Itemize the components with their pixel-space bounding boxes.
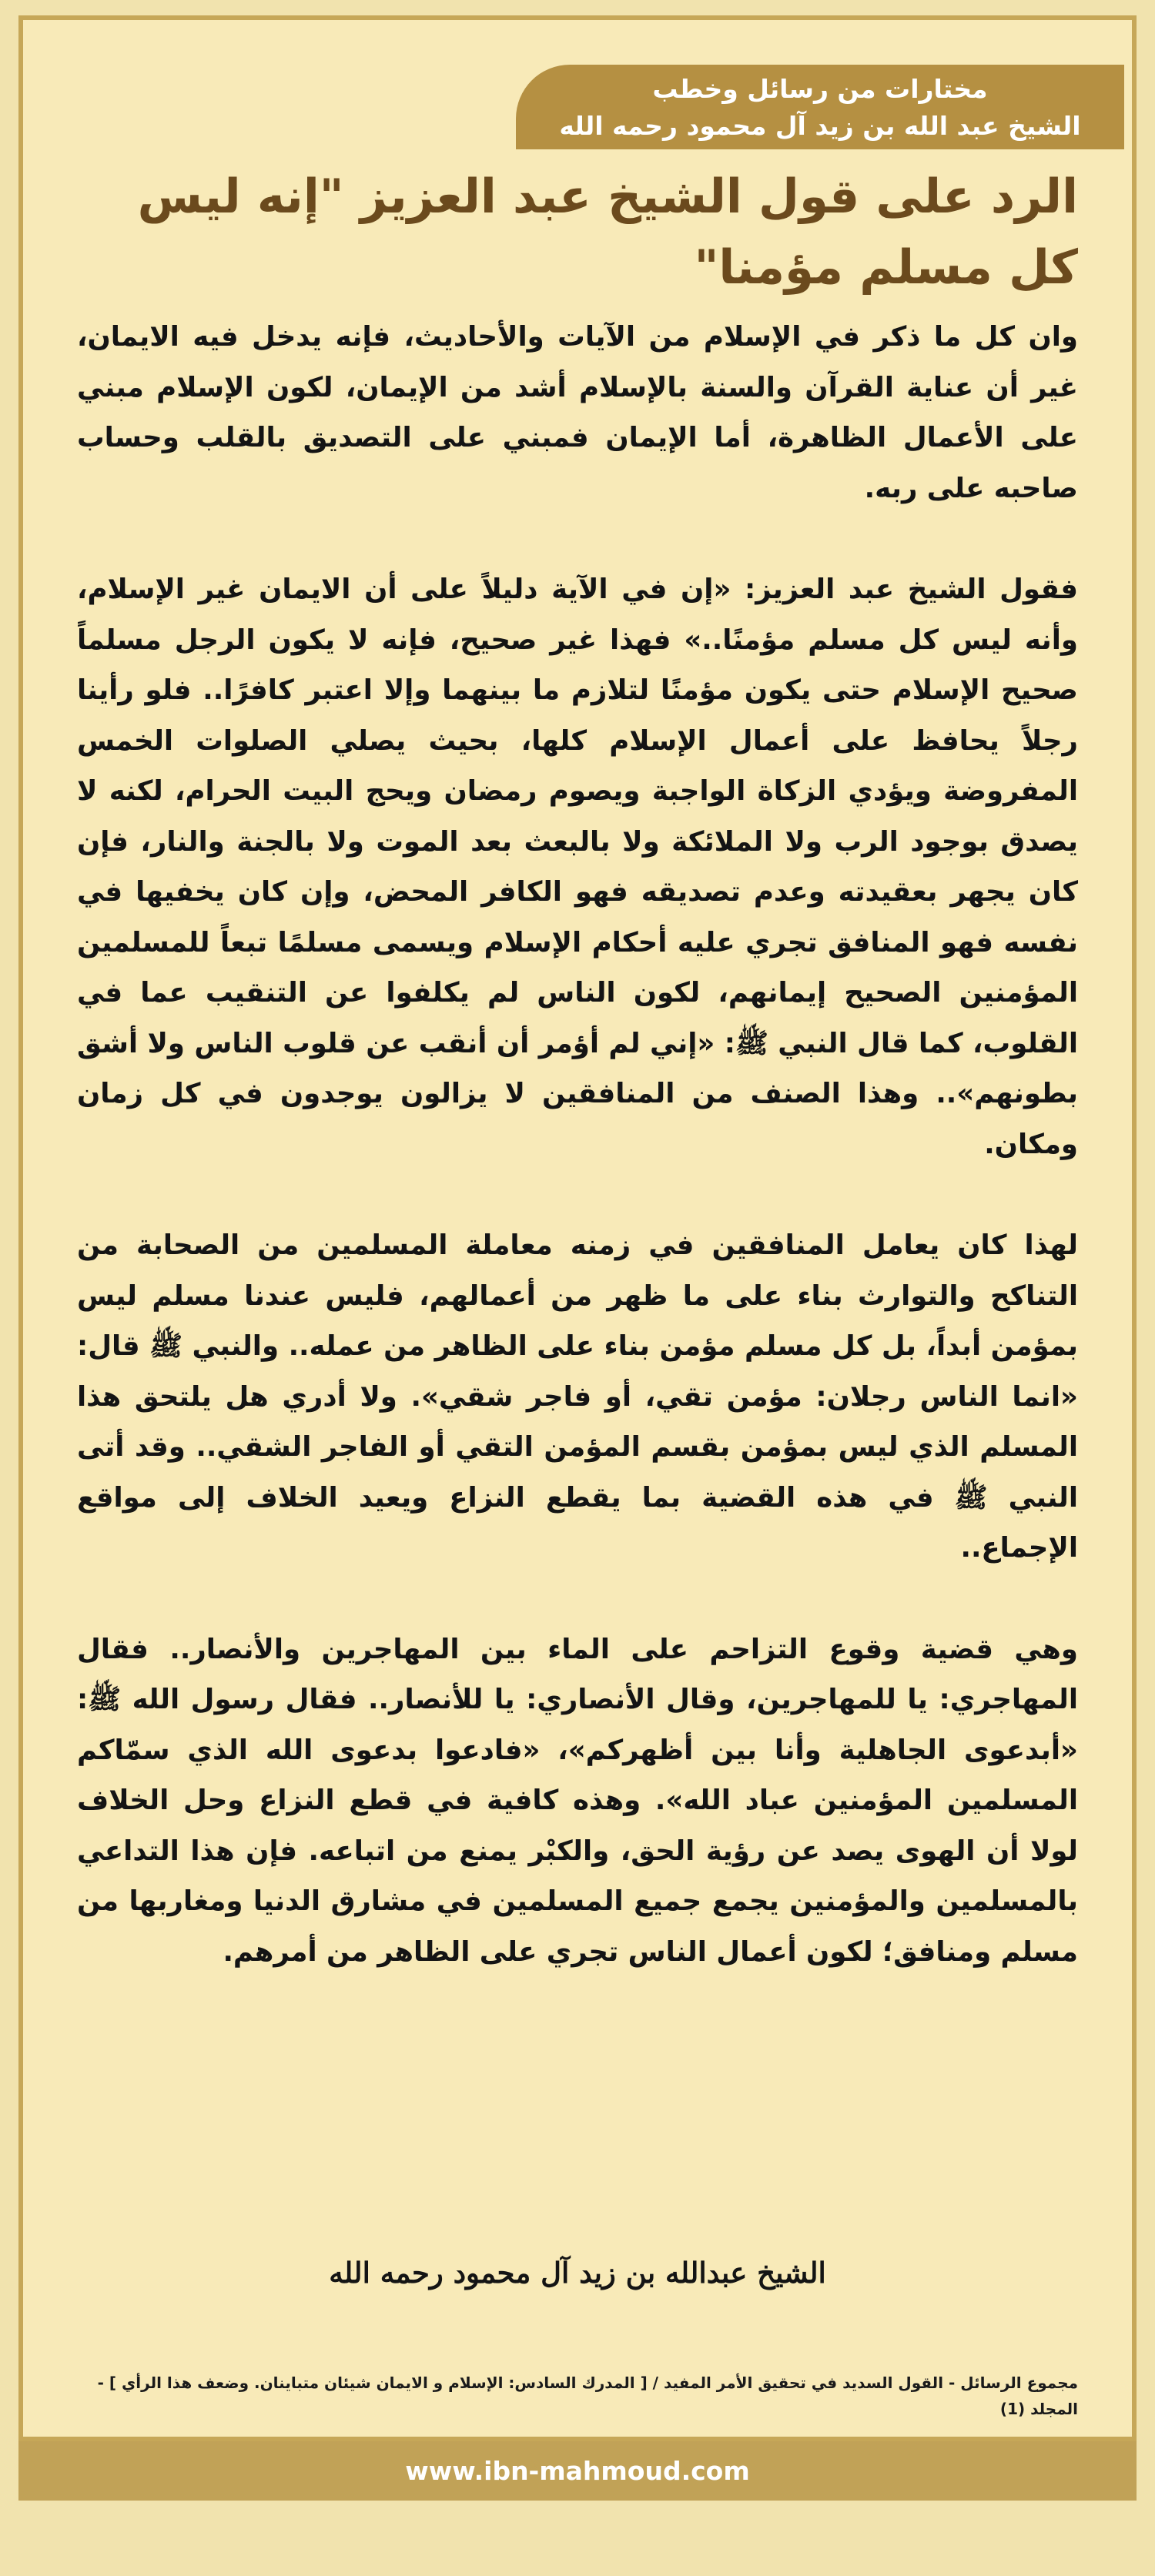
paragraph-3: لهذا كان يعامل المنافقين في زمنه معاملة المسلمين من الصحابة من التناكح والتوارث بناء على ما ظهر من أعمالهم، فليس عندنا مسلم ليس بمؤمن أبداً، بل كل مسلم مؤمن بناء على الظاهر من عمله.. والنبي ﷺ قال: «انما الناس رجلان: مؤمن تقي، أو فاجر شقي». ولا أدري هل يلتحق هذا المسلم الذي ليس بمؤمن بقسم المؤمن التقي أو الفاجر الشقي.. وقد أتى النبي ﷺ في هذه القضية بما يقطع النزاع ويعيد الخلاف إلى مواقع الإجماع.. <box>77 1229 1078 1564</box>
footer-url[interactable]: www.ibn-mahmoud.com <box>18 2441 1137 2501</box>
article-title: الرد على قول الشيخ عبد العزيز "إنه ليس كل مسلم مؤمنا" <box>137 169 1078 295</box>
author-signature: الشيخ عبدالله بن زيد آل محمود رحمه الله <box>329 2256 826 2290</box>
paragraph-2: فقول الشيخ عبد العزيز: «إن في الآية دليلاً على أن الايمان غير الإسلام، وأنه ليس كل مسلم مؤمنًا..» فهذا غير صحيح، فإنه لا يكون الرجل مسلماً صحيح الإسلام حتى يكون مؤمنًا لتلازم ما بينهما وإلا اعتبر كافرًا.. فلو رأينا رجلاً يحافظ على أعمال الإسلام كلها، بحيث يصلي الصلوات الخمس المفروضة ويؤدي الزكاة الواجبة ويصوم رمضان ويحج البيت الحرام، لكنه لا يصدق بوجود الرب ولا الملائكة ولا بالبعث بعد الموت ولا بالجنة والنار، فإن كان يجهر بعقيدته وعدم تصديقه فهو الكافر المحض، وإن كان يخفيها في نفسه فهو المنافق تجري عليه أحكام الإسلام ويسمى مسلمًا تبعاً للمسلمين المؤمنين الصحيح إيمانهم، لكون الناس لم يكلفوا عن التنقيب عما في القلوب، كما قال النبي ﷺ: «إني لم أؤمر أن أنقب عن قلوب الناس ولا أشق بطونهم».. وهذا الصنف من المنافقين لا يزالون يوجدون في كل زمان ومكان. <box>77 574 1078 1160</box>
source-reference: مجموع الرسائل - القول السديد في تحقيق الأمر المفيد / [ المدرك السادس: الإسلام و الايمان شيئان متباينان. وضعف هذا الرأي ] - المجلد (1) <box>97 2374 1078 2418</box>
article-body <box>77 312 1078 2028</box>
paragraph-4: وهي قضية وقوع التزاحم على الماء بين المهاجرين والأنصار.. فقال المهاجري: يا للمهاجرين، وقال الأنصاري: يا للأنصار.. فقال رسول الله ﷺ: «أبدعوى الجاهلية وأنا بين أظهركم»، «فادعوا بدعوى الله الذي سمّاكم المسلمين المؤمنين عباد الله». وهذه كافية في قطع النزاع وحل الخلاف لولا أن الهوى يصد عن رؤية الحق، والكبْر يمنع من اتباعه. فإن هذا التداعي بالمسلمين والمؤمنين يجمع جميع المسلمين في مشارق الدنيا ومغاربها من مسلم ومنافق؛ لكون أعمال الناس تجري على الظاهر من أمرهم. <box>77 1633 1078 1968</box>
header-tab <box>516 65 1124 149</box>
header-line-2: الشيخ عبد الله بن زيد آل محمود رحمه الله <box>559 111 1081 141</box>
header-line-1: مختارات من رسائل وخطب <box>652 74 988 104</box>
paragraph-1: وان كل ما ذكر في الإسلام من الآيات والأحاديث، فإنه يدخل فيه الايمان، غير أن عناية القرآن والسنة بالإسلام أشد من الإيمان، لكون الإسلام مبني على الأعمال الظاهرة، أما الإيمان فمبني على التصديق بالقلب وحساب صاحبه على ربه. <box>77 321 1078 504</box>
